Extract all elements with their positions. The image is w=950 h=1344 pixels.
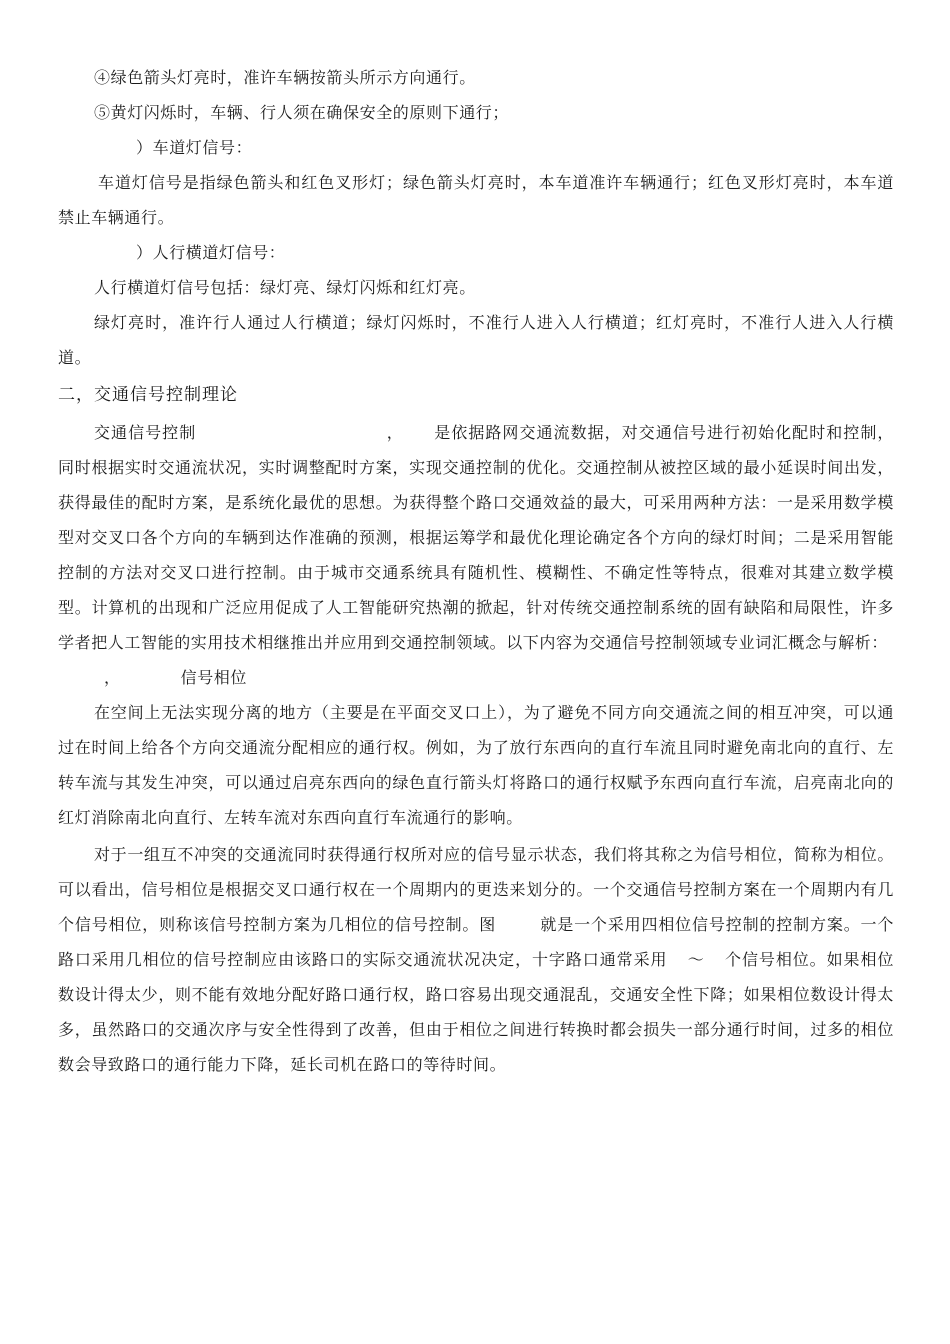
paragraph-yellow-flash: ⑤黄灯闪烁时，车辆、行人须在确保安全的原则下通行； bbox=[94, 103, 510, 122]
paragraph-crosswalk-signal: 人行横道灯信号包括：绿灯亮、绿灯闪烁和红灯亮。 bbox=[94, 278, 476, 297]
signal-control-term: 交通信号控制 bbox=[94, 423, 197, 442]
phase-definition-a: 对于一组互不冲突的交通流同时获得通行权所对应的信号显示状态，我们将其称之为信号相位，简称为相位。可以看出，信号相位是根据交叉口通行权在一个周期内的更迭来划分的。一个交通信号控制方案在一个周期内有几个信号相位，则称该信号控制方案为几相位的信号控制。图 bbox=[58, 845, 894, 934]
subheading-lane-signal: ）车道灯信号： bbox=[136, 138, 253, 157]
paragraph-green-arrow: ④绿色箭头灯亮时，准许车辆按箭头所示方向通行。 bbox=[94, 68, 476, 87]
paragraph-crosswalk-rules: 绿灯亮时，准许行人通过人行横道；绿灯闪烁时，不准行人进入人行横道；红灯亮时，不准行人进入人行横道。 bbox=[58, 313, 894, 367]
section-heading: 二，交通信号控制理论 bbox=[58, 385, 238, 405]
paragraph-phase-explanation: 在空间上无法实现分离的地方（主要是在平面交叉口上），为了避免不同方向交通流之间的相互冲突，可以通过在时间上给各个方向交通流分配相应的通行权。例如，为了放行东西向的直行车流且同时避免南北向的直行、左转车流与其发生冲突，可以通过启亮东西向的绿色直行箭头灯将路口的通行权赋予东西向直行车流，启亮南北向的红灯消除南北向直行、左转车流对东西向直行车流通行的影响。 bbox=[58, 703, 894, 827]
paragraph-signal-control bbox=[58, 415, 894, 660]
signal-control-body: 是依据路网交通流数据，对交通信号进行初始化配时和控制，同时根据实时交通流状况，实时调整配时方案，实现交通控制的优化。交通控制从被控区域的最小延误时间出发，获得最佳的配时方案，是系统化最优的思想。为获得整个路口交通效益的最大，可采用两种方法：一是采用数学模型对交叉口各个方向的车辆到达作准确的预测，根据运筹学和最优化理论确定各个方向的绿灯时间；二是采用智能控制的方法对交叉口进行控制。由于城市交通系统具有随机性、模糊性、不确定性等特点，很难对其建立数学模型。计算机的出现和广泛应用促成了人工智能研究热潮的掀起，针对传统交通控制系统的固有缺陷和局限性，许多学者把人工智能的实用技术相继推出并应用到交通控制领域。以下内容为交通信号控制领域专业词汇概念与解析： bbox=[58, 423, 894, 652]
subheading-crosswalk-signal: ）人行横道灯信号： bbox=[136, 243, 286, 262]
document-page bbox=[58, 60, 894, 1082]
phase-definition-d: 个信号相位。如果相位数设计得太少，则不能有效地分配好路口通行权，路口容易出现交通混乱，交通安全性下降；如果相位数设计得太多，虽然路口的交通次序与安全性得到了改善，但由于相位之间进行转换时都会损失一部分通行时间，过多的相位数会导致路口的通行能力下降，延长司机在路口的等待时间。 bbox=[58, 950, 894, 1074]
phase-range-tilde: ～ bbox=[687, 950, 705, 969]
paragraph-lane-signal: 车道灯信号是指绿色箭头和红色叉形灯；绿色箭头灯亮时，本车道准许车辆通行；红色叉形灯亮时，本车道禁止车辆通行。 bbox=[58, 173, 894, 227]
signal-control-comma: ， bbox=[386, 423, 404, 442]
paragraph-phase-definition bbox=[58, 837, 894, 1082]
phase-label: 信号相位 bbox=[180, 668, 248, 687]
subheading-signal-phase bbox=[58, 660, 894, 695]
phase-definition-b: 就是一个采用四相位信号控制的控制方案。一个路口采用几相位的信号控制应由该路口的实际交通流状况决定，十字路口通常采用 bbox=[58, 915, 894, 969]
phase-comma: ， bbox=[104, 668, 121, 687]
